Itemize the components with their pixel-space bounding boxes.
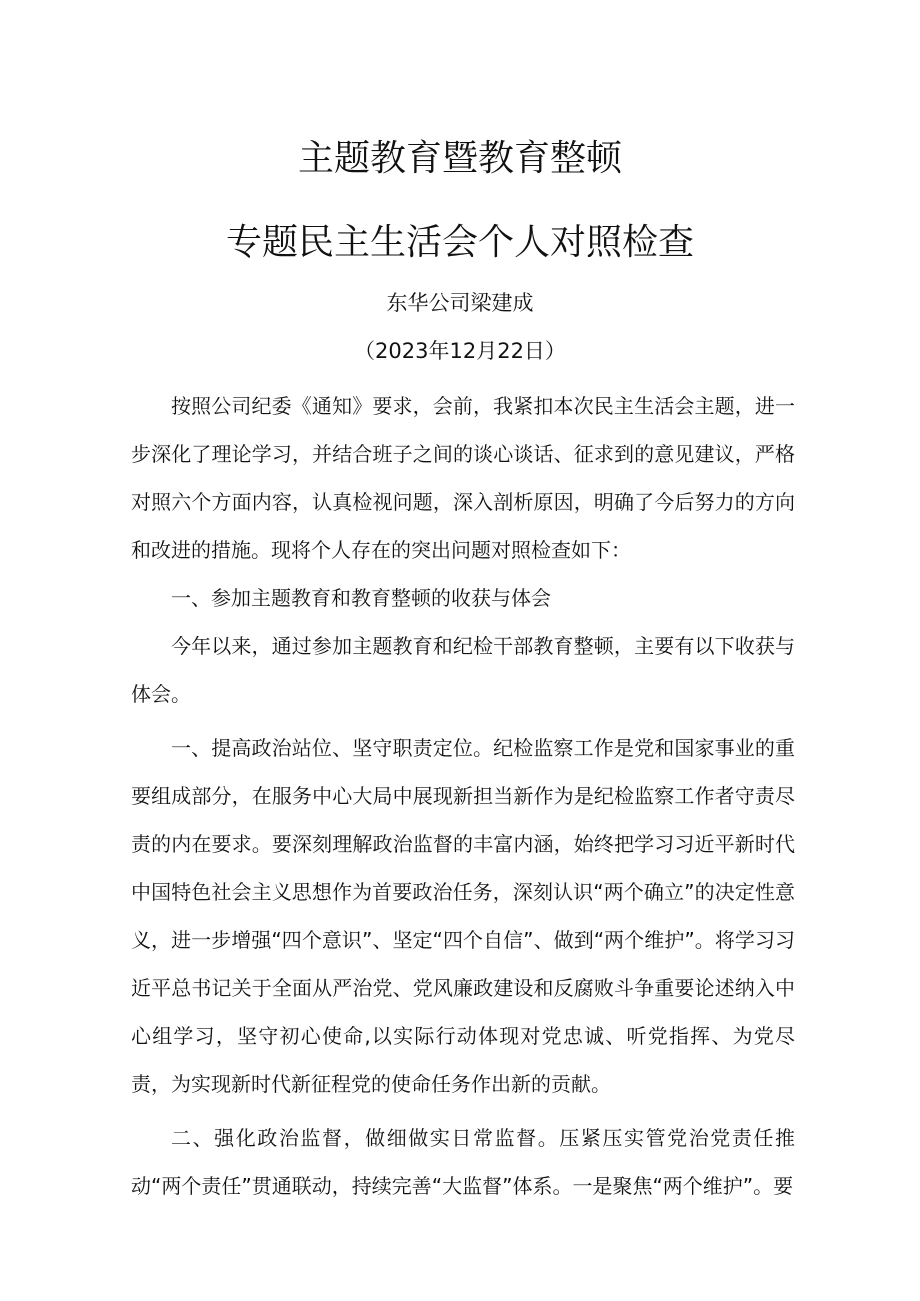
paragraph-summary: 今年以来，通过参加主题教育和纪检干部教育整顿，主要有以下收获与体会。 [131, 634, 795, 706]
document-title-line2: 专题民主生活会个人对照检查 [225, 222, 694, 263]
document-date: （2023年12月22日） [354, 339, 566, 363]
paragraph-intro: 按照公司纪委《通知》要求，会前，我紧扣本次民主生活会主题，进一步深化了理论学习，并结合班子之间的谈心谈话、征求到的意见建议，严格对照六个方面内容，认真检视问题，深入剖析原因，明确了今后努力的方向和改进的措施。现将个人存在的突出问题对照检查如下： [131, 394, 795, 562]
document-author: 东华公司梁建成 [386, 291, 534, 315]
paragraph-point-two: 二、强化政治监督，做细做实日常监督。压紧压实管党治党责任推动“两个责任”贯通联动，持续完善“大监督”体系。一是聚焦“两个维护”。要 [131, 1126, 795, 1198]
document-body [131, 382, 795, 1210]
document-title-line1: 主题教育暨教育整顿 [297, 138, 622, 179]
section-heading: 一、参加主题教育和教育整顿的收获与体会 [171, 586, 551, 610]
paragraph-point-one: 一、提高政治站位、坚守职责定位。纪检监察工作是党和国家事业的重要组成部分，在服务中心大局中展现新担当新作为是纪检监察工作者守责尽责的内在要求。要深刻理解政治监督的丰富内涵，始终把学习习近平新时代中国特色社会主义思想作为首要政治任务，深刻认识“两个确立”的决定性意义，进一步增强“四个意识”、坚定“四个自信”、做到“两个维护”。将学习习近平总书记关于全面从严治党、党风廉政建设和反腐败斗争重要论述纳入中心组学习，坚守初心使命,以实际行动体现对党忠诚、听党指挥、为党尽责，为实现新时代新征程党的使命任务作出新的贡献。 [131, 736, 795, 1096]
